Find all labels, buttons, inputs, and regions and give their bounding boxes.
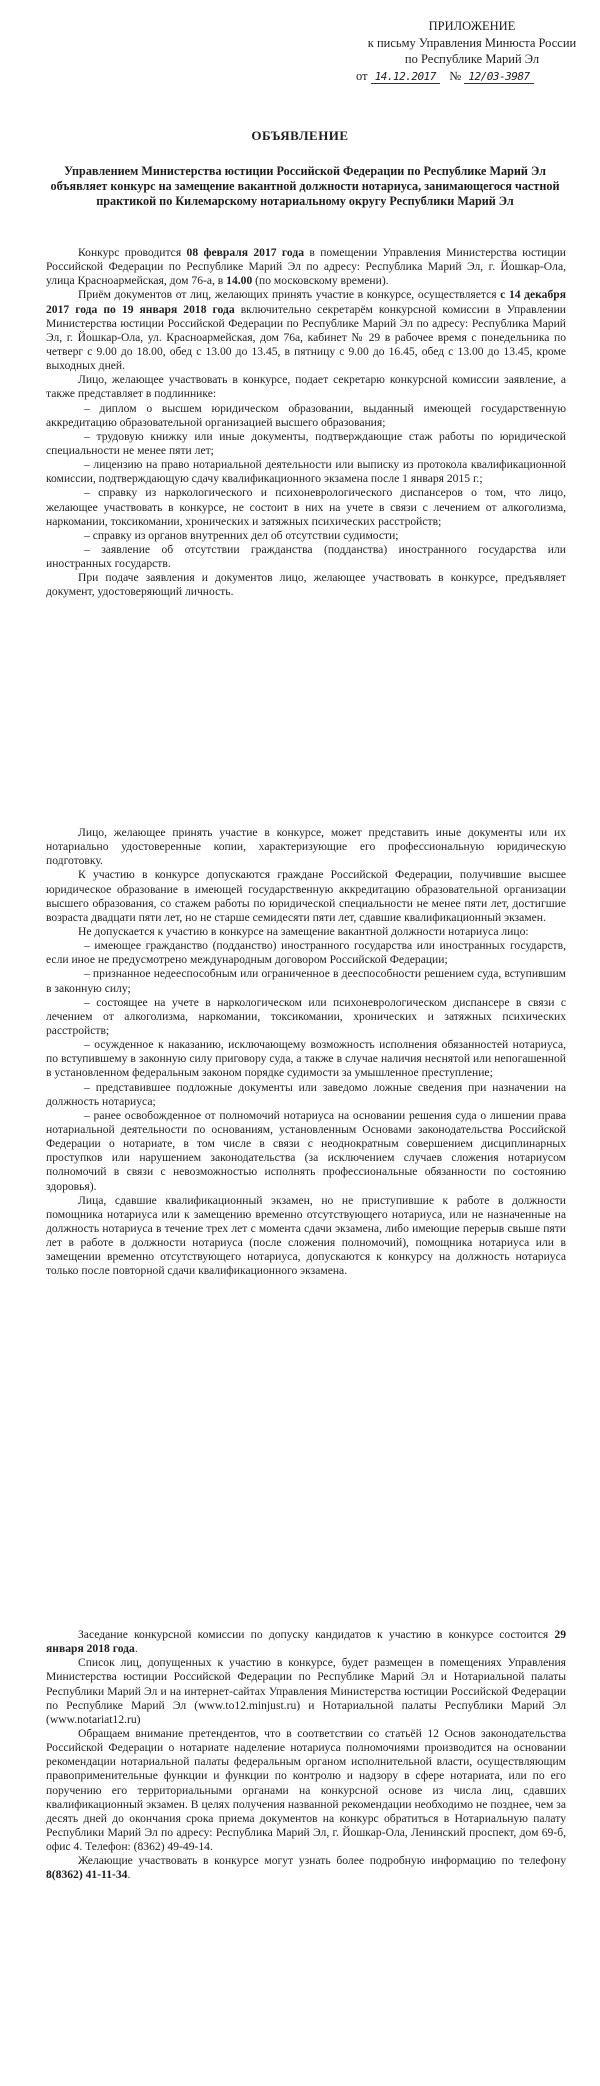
paragraph-list-publication: Список лиц, допущенных к участию в конкурсе, будет размещен в помещениях Управления Министерства юстиции Российской Федерации по Республике Марий Эл и Нотариальной палаты Республики Марий Эл и на интернет-сайтах Управления Министерства юстиции Российской Федерации по Республике Марий Эл (www.to12.minjust.ru) и Нотариальной палаты Республики Марий Эл (www.notariat12.ru)	[46, 1656, 566, 1726]
list-item: – диплом о высшем юридическом образовании, выданный имеющей государственную аккредитацию образовательной организацией высшего образования;	[46, 401, 566, 429]
letter-header	[352, 18, 592, 85]
header-date-number	[352, 68, 592, 85]
paragraph-recommendation: Обращаем внимание претендентов, что в соответствии со статьёй 12 Основ законодательства Российской Федерации о нотариате наделение нотариуса полномочиями производится на основании рекомендации нотариальной палаты федеральным органом исполнительной власти, осуществляющим правоприменительные функции и функции по контролю и надзору в сфере нотариата, или по его поручению его территориальными органами на конкурсной основе из числа лиц, сдавших квалификационный экзамен. В целях получения названной рекомендации необходимо не позднее, чем за десять дней до окончания срока приема документов на конкурс обратиться в Нотариальную палату Республики Марий Эл по адресу: Республика Марий Эл, г. Йошкар-Ола, Ленинский проспект, дом 69-б, офис 4. Телефон: (8362) 49-49-14.	[46, 1726, 566, 1854]
list-item: – заявление об отсутствии гражданства (подданства) иностранного государства или иностранных государств.	[46, 542, 566, 571]
list-item: – признанное недееспособным или ограниченное в дееспособности решением суда, вступившим в законную силу;	[46, 967, 566, 995]
paragraph-contest-date: Конкурс проводится 08 февраля 2017 года в помещении Управления Министерства юстиции Российской Федерации по Республике Марий Эл по адресу: Республика Марий Эл, г. Йошкар-Ола, улица Красноармейская, дом 76-а, в 14.00 (по московскому времени).	[46, 246, 566, 288]
from-label: от	[356, 68, 368, 83]
paragraph-identity: При подаче заявления и документов лицо, желающее участвовать в конкурсе, предъявляет документ, удостоверяющий личность.	[46, 571, 566, 599]
list-item: – лицензию на право нотариальной деятельности или выписку из протокола квалификационной комиссии, подтверждающую сдачу квалификационного экзамена после 1 января 2015 г.;	[46, 458, 566, 486]
paragraph-contact-phone: Желающие участвовать в конкурсе могут узнать более подробную информацию по телефону 8(8362) 41-11-34.	[46, 1854, 566, 1882]
header-region: по Республике Марий Эл	[404, 52, 540, 67]
section-eligibility	[46, 826, 566, 1279]
paragraph-not-admitted: Не допускается к участию в конкурсе на замещение вакантной должности нотариуса лицо:	[78, 924, 529, 938]
list-item: – ранее освобожденное от полномочий нотариуса на основании решения суда о лишении права нотариальной деятельности по основаниям, установленным Основами законодательства Российской Федерации о нотариате, в том числе в связи с неоднократным совершением дисциплинарных проступков или нарушением законодательства (за исключением случаев сложения нотариусом полномочий в связи с невозможностью исполнять профессиональные обязанности по состоянию здоровья).	[46, 1108, 566, 1193]
paragraph-extra-documents: Лицо, желающее принять участие в конкурсе, может представить иные документы или их нотариально удостоверенные копии, характеризующие его профессиональную юридическую подготовку.	[46, 826, 566, 868]
paragraph-document-reception: Приём документов от лиц, желающих принять участие в конкурсе, осуществляется с 14 декабря 2017 года по 19 января 2018 года включительно секретарём конкурсной комиссии в Управлении Министерства юстиции Российской Федерации по Республике Марий Эл по адресу: Республика Марий Эл, г. Йошкар-Ола, ул. Красноармейская, дом 76а, кабинет № 29 в рабочее время с понедельника по четверг с 9.00 до 18.00, обед с 13.00 до 13.45, в пятницу с 9.00 до 16.45, обед с 13.00 до 13.45, кроме выходных дней.	[46, 288, 566, 373]
list-item: – состоящее на учете в наркологическом или психоневрологическом диспансере в связи с лечением от алкоголизма, наркомании, токсикомании, хронических и затяжных психических расстройств;	[46, 995, 566, 1037]
header-letter-ref: к письму Управления Минюста России	[367, 35, 577, 50]
handwritten-date: 14.12.2017	[371, 70, 440, 84]
handwritten-number: 12/03-3987	[464, 70, 533, 84]
paragraph-required-documents: Лицо, желающее участвовать в конкурсе, подает секретарю конкурсной комиссии заявление, а также представляет в подлиннике:	[46, 373, 566, 401]
paragraph-admission: К участию в конкурсе допускаются граждане Российской Федерации, получившие высшее юридическое образование в имеющей государственную аккредитацию образовательной организации высшего образования, со стажем работы по юридической специальности не менее пяти лет, достигшие возраста двадцати пяти лет, но не старше семидесяти пяти лет, сдавшие квалификационный экзамен.	[46, 868, 566, 924]
list-item: – представившее подложные документы или заведомо ложные сведения при назначении на должность нотариуса;	[46, 1080, 566, 1108]
header-appendix: ПРИЛОЖЕНИЕ	[428, 19, 516, 33]
list-item: – трудовую книжку или иные документы, подтверждающие стаж работы по юридической специальности не менее пяти лет;	[46, 429, 566, 457]
paragraph-repeat-exam: Лица, сдавшие квалификационный экзамен, но не приступившие к работе в должности помощника нотариуса или к замещению временно отсутствующего нотариуса, или не назначенные на должность нотариуса в течение трех лет с момента сдачи экзамена, либо имеющие перерыв свыше пяти лет в работе в должности нотариуса (после сложения полномочий), помощника нотариуса или в замещении временно отсутствующего нотариуса, допускаются к конкурсу на должность нотариуса только после повторной сдачи квалификационного экзамена.	[46, 1193, 566, 1278]
number-label: №	[449, 68, 462, 83]
list-item: – имеющее гражданство (подданство) иностранного государства или иностранных государств, если иное не предусмотрено международным договором Российской Федерации;	[46, 939, 566, 967]
list-item: – справку из органов внутренних дел об отсутствии судимости;	[84, 528, 399, 542]
list-item: – справку из наркологического и психоневрологического диспансеров о том, что лицо, желающее участвовать в конкурсе, не состоит в них на учете в связи с лечением от алкоголизма, наркомании, токсикомании, хронических и затяжных психических расстройств;	[46, 486, 566, 528]
document-title: ОБЪЯВЛЕНИЕ	[251, 128, 349, 143]
list-item: – осужденное к наказанию, исключающему возможность исполнения обязанностей нотариуса, по вступившему в законную силу приговору суда, а также в случае наличия неснятой или непогашенной в установленном федеральным законом порядке судимости за умышленное преступление;	[46, 1038, 566, 1080]
document-subtitle: Управлением Министерства юстиции Российской Федерации по Республике Марий Эл объявляет конкурс на замещение вакантной должности нотариуса, занимающегося частной практикой по Килемарскому нотариальному округу Республики Марий Эл	[50, 164, 560, 208]
section-commission	[46, 1628, 566, 1883]
section-conditions	[46, 246, 566, 600]
paragraph-commission-date: Заседание конкурсной комиссии по допуску кандидатов к участию в конкурсе состоится 29 января 2018 года.	[46, 1628, 566, 1656]
